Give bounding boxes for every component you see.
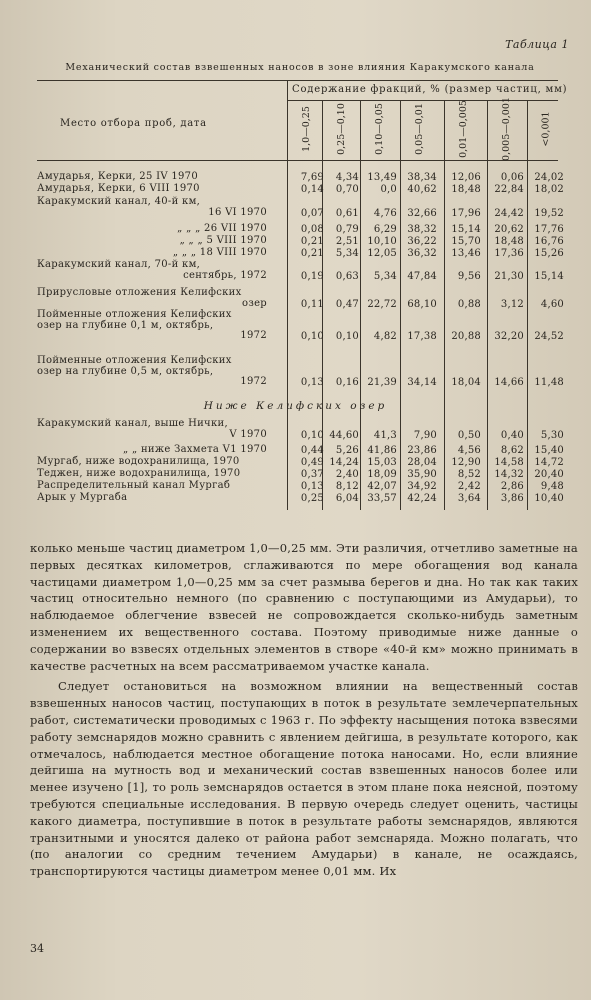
table-cell: 0,13	[300, 481, 324, 492]
table-cell: 4,56	[457, 445, 481, 456]
table-row-label	[37, 288, 269, 309]
table-cell: 0,79	[335, 224, 359, 235]
table-cell: 5,34	[373, 270, 397, 282]
table-cell: 17,36	[494, 248, 524, 259]
table-cell: 0,61	[335, 207, 359, 219]
table-cell: 15,70	[451, 236, 481, 247]
table-cell: 2,40	[335, 469, 359, 480]
table-cell: 15,40	[534, 445, 564, 456]
paragraph-1: колько меньше частиц диаметром 1,0—0,25 мм. Эти различия, отчетливо заметные на первых десятках километров, сглаживаются по мере обогащения вод канала частицами диаметром 1,0—0,25 мм за счет размыва берегов и дна. Но так как таких частиц относительно немного (по сравнению с поступающими из Амударьи), то наблюдаемое облегчение взвесей не сопровождается сколько-нибудь заметным изменением их вещественного состава. Поэтому приводимые ниже данные о содержании во взвесях отдельных элементов в створе «40-й км» можно принимать в качестве расчетных на всем рассматриваемом участке канала.	[30, 541, 578, 673]
column-header-label: 0,10—0,05	[374, 103, 385, 155]
table-cell: 14,58	[494, 457, 524, 468]
row-label-line: Пойменные отложения Келифских	[37, 355, 232, 366]
column-rule	[487, 100, 488, 510]
row-label-line: 16 VI 1970	[208, 206, 267, 218]
table-cell: 4,82	[373, 331, 397, 342]
table-cell: 3,86	[500, 493, 524, 504]
table-cell: 19,52	[534, 207, 564, 219]
row-label-line: V 1970	[229, 428, 267, 440]
body-text	[30, 540, 578, 880]
table-row-label	[37, 445, 269, 456]
table-cell: 0,11	[300, 298, 324, 310]
place-column-header: Место отбора проб, дата	[60, 118, 207, 129]
table-cell: 47,84	[407, 270, 437, 282]
table-cell: 34,14	[407, 377, 437, 388]
table-cell: 0,21	[300, 236, 324, 247]
table-cell: 28,04	[407, 457, 437, 468]
column-header-label: 0,05—0,01	[414, 103, 425, 155]
table-cell: 4,76	[373, 207, 397, 219]
table-cell: 20,40	[534, 469, 564, 480]
column-rule	[360, 100, 361, 510]
table-label: Таблица 1	[505, 38, 569, 51]
table-row-label	[37, 469, 269, 480]
column-header-label: <0,001	[541, 111, 553, 147]
table-row-label	[37, 248, 269, 259]
table-row-label	[37, 224, 269, 235]
table-cell: 17,38	[407, 331, 437, 342]
row-label-line: Пойменные отложения Келифских	[37, 309, 232, 320]
row-label-line: „ „ „ 26 VII 1970	[177, 223, 267, 234]
table-cell: 0,14	[300, 184, 324, 195]
table-cell: 38,34	[407, 172, 437, 183]
column-header	[329, 100, 355, 158]
table-row-label	[37, 236, 269, 247]
table-cell: 9,56	[457, 270, 481, 282]
row-label-line: „ „ „ 18 VIII 1970	[172, 247, 267, 258]
table-cell: 4,60	[540, 298, 564, 310]
row-label-line: Прирусловые отложения Келифских	[37, 287, 242, 298]
table-cell: 0,10	[335, 331, 359, 342]
row-label-line: Мургаб, ниже водохранилища, 1970	[37, 456, 240, 467]
table-cell: 12,06	[451, 172, 481, 183]
table-cell: 5,30	[540, 429, 564, 441]
table-cell: 18,09	[367, 469, 397, 480]
table-cell: 0,25	[300, 493, 324, 504]
table-cell: 36,32	[407, 248, 437, 259]
table-row-label	[37, 197, 269, 218]
table-cell: 4,34	[335, 172, 359, 183]
table-row-label	[37, 419, 269, 440]
table-cell: 14,24	[329, 457, 359, 468]
table-cell: 24,52	[534, 331, 564, 342]
table-cell: 23,86	[407, 445, 437, 456]
table-cell: 0,10	[300, 331, 324, 342]
table-cell: 0,70	[335, 184, 359, 195]
table-cell: 3,12	[500, 298, 524, 310]
table-cell: 22,72	[367, 298, 397, 310]
table-cell: 7,69	[300, 172, 324, 183]
header-bottom-rule	[37, 160, 558, 161]
table-cell: 21,30	[494, 270, 524, 282]
table-cell: 0,63	[335, 270, 359, 282]
column-header-label: 0,01—0,005	[458, 100, 470, 158]
table-cell: 20,62	[494, 224, 524, 235]
table-cell: 0,44	[300, 445, 324, 456]
table-cell: 20,88	[451, 331, 481, 342]
table-cell: 32,66	[407, 207, 437, 219]
table-cell: 41,86	[367, 445, 397, 456]
column-header-label: 0,005—0,001	[501, 97, 512, 161]
table-cell: 8,52	[457, 469, 481, 480]
table-cell: 12,90	[451, 457, 481, 468]
table-cell: 5,26	[335, 445, 359, 456]
table-cell: 2,51	[335, 236, 359, 247]
section-label: Ниже Келифских озер	[203, 400, 388, 412]
table-cell: 0,07	[300, 207, 324, 219]
column-header	[294, 100, 320, 158]
row-label-line: Каракумский канал, 40-й км,	[37, 196, 201, 207]
table-row-label	[37, 493, 269, 504]
table-cell: 41,3	[373, 429, 397, 441]
column-header	[407, 100, 433, 158]
table-cell: 36,22	[407, 236, 437, 247]
table-cell: 0,13	[300, 377, 324, 388]
table-cell: 0,88	[457, 298, 481, 310]
table-cell: 33,57	[367, 493, 397, 504]
table-cell: 0,16	[335, 377, 359, 388]
table-cell: 15,26	[534, 248, 564, 259]
table-cell: 42,07	[367, 481, 397, 492]
table-cell: 24,42	[494, 207, 524, 219]
paragraph-2: Следует остановиться на возможном влиянии на вещественный состав взвешенных наносов частиц, поступающих в поток в результате землечерпательных работ, систематически проводимых с 1963 г. По эффекту насыщения потока взвесями работу земснарядов можно сравнить с явлением дейгиша, в результате которого, как отмечалось, наблюдается местное обогащение потока наносами. Но, если влияние дейгиша на мутность вод и механический состав взвешенных наносов более или менее изучено [1], то роль земснарядов остается в этом плане пока неясной, поэтому требуются специальные исследования. В первую очередь следует оценить, частицы какого диаметра, поступившие в поток в результате работы земснарядов, являются транзитными и уносятся далеко от района работ земснаряда. Можно полагать, что (по аналогии со средним течением Амударьи) в канале, не осаждаясь, транспортируются частицы диаметром менее 0,01 мм. Их	[30, 679, 578, 879]
table-cell: 0,10	[300, 429, 324, 441]
table-cell: 14,32	[494, 469, 524, 480]
row-label-line: Амударья, Керки, 25 IV 1970	[37, 171, 199, 182]
row-label-line: 1972	[240, 376, 267, 387]
row-label-line: „ „ ниже Захмета V1 1970	[123, 444, 267, 455]
table-row-label	[37, 184, 269, 195]
table-cell: 10,10	[367, 236, 397, 247]
column-header-label: 1,0—0,25	[301, 106, 313, 152]
table-cell: 21,39	[367, 377, 397, 388]
column-rule	[444, 100, 445, 510]
fraction-group-header: Содержание фракций, % (размер частиц, мм)	[292, 84, 568, 95]
table-cell: 40,62	[407, 184, 437, 195]
row-label-line: Каракумский канал, выше Нички,	[37, 418, 228, 429]
table-cell: 44,60	[329, 429, 359, 441]
row-label-line: Теджен, ниже водохранилища, 1970	[37, 468, 241, 479]
table-cell: 15,14	[534, 270, 564, 282]
row-label-line: озер	[242, 297, 267, 309]
table-cell: 13,49	[367, 172, 397, 183]
table-cell: 22,84	[494, 184, 524, 195]
table-cell: 0,37	[300, 469, 324, 480]
table-cell: 18,04	[451, 377, 481, 388]
table-row-label	[37, 481, 269, 492]
table-cell: 0,50	[457, 429, 481, 441]
page-number: 34	[30, 942, 44, 955]
row-label-line: „ „ „ 5 VIII 1970	[179, 235, 267, 246]
table-cell: 34,92	[407, 481, 437, 492]
table-row-label	[37, 172, 269, 183]
table-cell: 0,49	[300, 457, 324, 468]
table-cell: 10,40	[534, 493, 564, 504]
table-cell: 7,90	[413, 429, 437, 441]
row-label-line: озер на глубине 0,1 м, октябрь,	[37, 319, 214, 331]
table-cell: 68,10	[407, 298, 437, 310]
table-cell: 0,19	[300, 270, 324, 282]
table-cell: 0,06	[500, 172, 524, 183]
table-cell: 9,48	[540, 481, 564, 492]
table-cell: 0,0	[380, 184, 397, 195]
table-cell: 18,48	[494, 236, 524, 247]
table-cell: 3,64	[457, 493, 481, 504]
table-cell: 2,86	[500, 481, 524, 492]
table-cell: 2,42	[457, 481, 481, 492]
column-header	[367, 100, 393, 158]
column-header	[451, 100, 477, 158]
table-cell: 5,34	[335, 248, 359, 259]
row-label-line: озер на глубине 0,5 м, октябрь,	[37, 365, 214, 377]
table-cell: 6,29	[373, 224, 397, 235]
table-row-label	[37, 356, 269, 388]
table-cell: 38,32	[407, 224, 437, 235]
column-header	[534, 100, 560, 158]
row-label-line: 1972	[240, 330, 267, 341]
table-top-rule	[37, 80, 558, 81]
table-cell: 16,76	[534, 236, 564, 247]
row-label-line: Распределительный канал Мургаб	[37, 480, 231, 491]
table-cell: 14,72	[534, 457, 564, 468]
column-rule	[400, 100, 401, 510]
table-cell: 24,02	[534, 172, 564, 183]
row-label-line: Амударья, Керки, 6 VIII 1970	[37, 183, 200, 194]
table-cell: 12,05	[367, 248, 397, 259]
table-cell: 8,12	[335, 481, 359, 492]
table-title: Механический состав взвешенных наносов в зоне влияния Каракумского канала	[65, 62, 535, 73]
table-cell: 11,48	[534, 377, 564, 388]
row-label-line: Арык у Мургаба	[37, 492, 128, 503]
row-label-line: сентябрь, 1972	[183, 269, 267, 281]
table-row-label	[37, 310, 269, 342]
table-cell: 0,47	[335, 298, 359, 310]
table-cell: 18,48	[451, 184, 481, 195]
table-cell: 18,02	[534, 184, 564, 195]
table-row-label	[37, 260, 269, 281]
table-cell: 15,14	[451, 224, 481, 235]
table-cell: 35,90	[407, 469, 437, 480]
table-row-label	[37, 457, 269, 468]
table-cell: 15,03	[367, 457, 397, 468]
table-cell: 17,76	[534, 224, 564, 235]
table-cell: 0,40	[500, 429, 524, 441]
column-header	[494, 97, 520, 161]
table-cell: 13,46	[451, 248, 481, 259]
table-cell: 14,66	[494, 377, 524, 388]
stub-column-rule	[287, 80, 288, 510]
table-cell: 0,08	[300, 224, 324, 235]
table-cell: 8,62	[500, 445, 524, 456]
table-cell: 42,24	[407, 493, 437, 504]
table-cell: 0,21	[300, 248, 324, 259]
column-header-label: 0,25—0,10	[336, 103, 347, 155]
table-cell: 6,04	[335, 493, 359, 504]
table-cell: 32,20	[494, 331, 524, 342]
column-rule	[527, 100, 528, 510]
table-cell: 17,96	[451, 207, 481, 219]
row-label-line: Каракумский канал, 70-й км,	[37, 259, 201, 270]
